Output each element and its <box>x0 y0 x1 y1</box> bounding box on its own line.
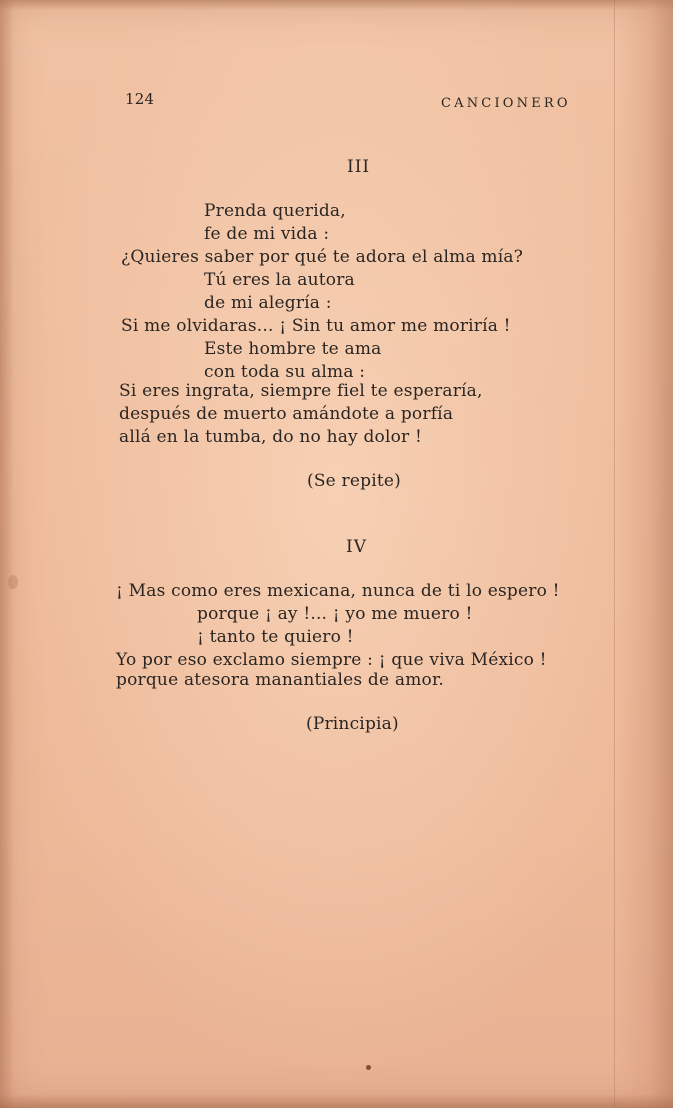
verse-line: Tú eres la autora <box>204 270 355 290</box>
page-fold-line <box>614 0 615 1108</box>
verse-line: allá en la tumba, do no hay dolor ! <box>119 427 423 447</box>
page-edge-bottom <box>0 1094 673 1108</box>
page-number: 124 <box>125 90 155 108</box>
page-edge-left <box>0 0 14 1108</box>
ink-dot <box>366 1065 371 1070</box>
page-edge-top <box>0 0 673 10</box>
section-heading-iv: IV <box>346 537 367 557</box>
section-heading-iii: III <box>347 157 371 177</box>
verse-line: de mi alegría : <box>204 293 332 313</box>
start-note: (Principia) <box>306 714 399 734</box>
verse-line: Si me olvidaras... ¡ Sin tu amor me moriría ! <box>121 316 511 336</box>
verse-line: con toda su alma : <box>204 362 366 382</box>
page-edge-right <box>615 0 673 1108</box>
page-stain <box>8 575 18 589</box>
verse-line: porque atesora manantiales de amor. <box>116 670 445 690</box>
verse-line: Si eres ingrata, siempre fiel te esperaría, <box>119 381 483 401</box>
verse-line: después de muerto amándote a porfía <box>119 404 454 424</box>
verse-line: ¡ tanto te quiero ! <box>197 627 354 647</box>
verse-line: ¿Quieres saber por qué te adora el alma mía? <box>121 247 524 267</box>
verse-line: ¡ Mas como eres mexicana, nunca de ti lo espero ! <box>116 581 560 601</box>
verse-line: porque ¡ ay !... ¡ yo me muero ! <box>197 604 473 624</box>
running-title: CANCIONERO <box>441 96 571 111</box>
verse-line: Prenda querida, <box>204 201 346 221</box>
verse-line: Yo por eso exclamo siempre : ¡ que viva México ! <box>116 650 547 670</box>
verse-line: Este hombre te ama <box>204 339 382 359</box>
verse-line: fe de mi vida : <box>204 224 330 244</box>
repeat-note: (Se repite) <box>307 471 401 491</box>
